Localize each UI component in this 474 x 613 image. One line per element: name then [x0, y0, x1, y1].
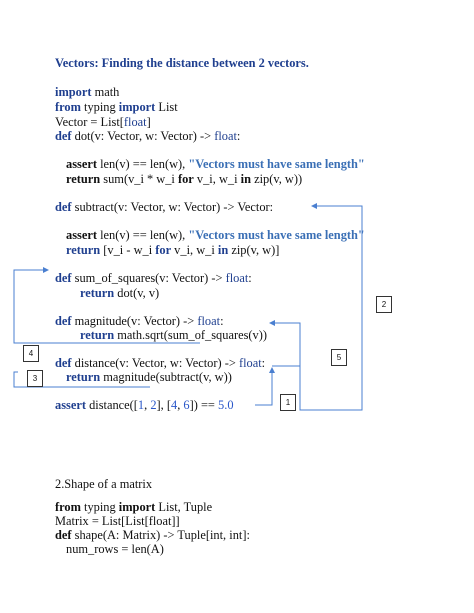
- code-text: dot(v, v): [114, 286, 160, 300]
- keyword: in: [217, 243, 229, 257]
- code-text: subtract(v: Vector, w: Vector) -> Vector:: [71, 200, 274, 214]
- code-text: sum_of_squares(v: Vector) ->: [71, 271, 226, 285]
- number-literal: 6: [183, 398, 190, 412]
- keyword: return: [80, 328, 115, 342]
- code-text: magnitude(v: Vector) ->: [71, 314, 198, 328]
- arrow-1: [255, 368, 272, 405]
- code-text: sum(v_i * w_i: [100, 172, 178, 186]
- keyword: def: [55, 314, 72, 328]
- code-text: ,: [177, 398, 184, 412]
- keyword: def: [55, 528, 72, 542]
- keyword: assert: [55, 398, 86, 412]
- annotation-box-3: 3: [27, 370, 43, 387]
- code-text: List: [155, 100, 178, 114]
- keyword: def: [55, 356, 72, 370]
- keyword: from: [55, 100, 81, 114]
- code-text: distance([: [85, 398, 138, 412]
- annotation-box-1: 1: [280, 394, 296, 411]
- type-name: float: [123, 115, 147, 129]
- code-text: Vector = List[: [55, 115, 124, 129]
- section-title-matrix-shape: 2.Shape of a matrix: [55, 477, 153, 491]
- number-literal: 4: [170, 398, 178, 412]
- string-literal: "Vectors must have same length": [188, 228, 365, 242]
- keyword: return: [66, 243, 101, 257]
- annotation-box-5: 5: [331, 349, 347, 366]
- keyword: def: [55, 271, 72, 285]
- code-text: :: [261, 356, 266, 370]
- code-text: :: [236, 129, 241, 143]
- code-line-def-shape: [55, 528, 250, 543]
- keyword: return: [66, 370, 101, 384]
- arrow-4: [14, 270, 200, 343]
- code-text: len(v) == len(w),: [96, 228, 189, 242]
- arrow-2: [272, 206, 362, 410]
- keyword: import: [55, 85, 92, 99]
- keyword: for: [177, 172, 194, 186]
- code-text: math.sqrt(sum_of_squares(v)): [114, 328, 267, 342]
- number-literal: 5.0: [218, 398, 234, 412]
- code-text: math: [91, 85, 120, 99]
- keyword: return: [66, 172, 101, 186]
- code-text: v_i, w_i: [193, 172, 241, 186]
- keyword: def: [55, 129, 72, 143]
- code-text: [v_i - w_i: [100, 243, 156, 257]
- code-text: ,: [144, 398, 151, 412]
- number-literal: 1: [137, 398, 145, 412]
- code-text: magnitude(subtract(v, w)): [100, 370, 232, 384]
- code-text: :: [220, 314, 224, 328]
- keyword: return: [80, 286, 115, 300]
- type-name: float: [225, 271, 249, 285]
- code-text: ]) ==: [189, 398, 219, 412]
- code-text: len(v) == len(w),: [96, 157, 189, 171]
- string-literal: "Vectors must have same length": [188, 157, 365, 171]
- code-text: ], [: [156, 398, 171, 412]
- code-text: :: [248, 271, 252, 285]
- code-text: ]: [146, 115, 151, 129]
- keyword: import: [118, 100, 156, 114]
- keyword: assert: [66, 228, 97, 242]
- code-text: typing: [80, 500, 119, 514]
- annotation-box-2: 2: [376, 296, 392, 313]
- code-text: v_i, w_i: [171, 243, 218, 257]
- type-name: float: [214, 129, 237, 143]
- code-text: List, Tuple: [155, 500, 213, 514]
- code-text: typing: [80, 100, 119, 114]
- type-name: float: [197, 314, 221, 328]
- keyword: in: [240, 172, 251, 186]
- keyword: assert: [66, 157, 97, 171]
- code-line-from-typing-2: [55, 500, 212, 515]
- keyword: from: [55, 500, 81, 514]
- keyword: def: [55, 200, 72, 214]
- code-text: dot(v: Vector, w: Vector) ->: [71, 129, 215, 143]
- type-name: float: [238, 356, 262, 370]
- code-line-num-rows: num_rows = len(A): [66, 542, 164, 556]
- arrow-5: [270, 323, 300, 390]
- code-text: zip(v, w)): [250, 172, 303, 186]
- keyword: for: [155, 243, 172, 257]
- code-text: distance(v: Vector, w: Vector) ->: [71, 356, 239, 370]
- section-title-vectors: Vectors: Finding the distance between 2 vectors.: [55, 56, 309, 70]
- number-literal: 2: [150, 398, 157, 412]
- keyword: import: [118, 500, 156, 514]
- annotation-box-4: 4: [23, 345, 39, 362]
- code-text: shape(A: Matrix) -> Tuple[int, int]:: [71, 528, 250, 542]
- code-text: zip(v, w)]: [228, 243, 280, 257]
- code-line-matrix-alias: Matrix = List[List[float]]: [55, 514, 180, 528]
